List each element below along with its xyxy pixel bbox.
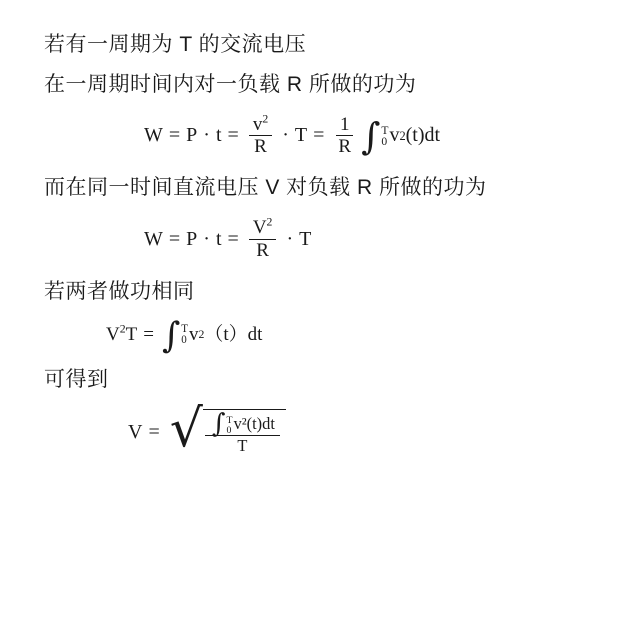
symbol-dot-2: · xyxy=(286,227,294,250)
integrand-variable-paren: （t） xyxy=(204,323,248,345)
symbol-equals-3: = xyxy=(313,124,325,147)
text-line-1: 若有一周期为 T 的交流电压 xyxy=(44,33,307,56)
radical-icon: √ xyxy=(169,399,203,460)
text-line-4: 若两者做功相同 xyxy=(44,279,195,303)
symbol-exponent-2: 2 xyxy=(266,215,273,229)
integral-sign-1 xyxy=(361,115,389,159)
integral-glyph: ∫ xyxy=(361,115,381,159)
integral-glyph: ∫ xyxy=(161,314,181,356)
integrand-expression: v²(t)dt xyxy=(233,413,275,433)
symbol-V: V xyxy=(106,323,120,345)
fraction-numerator: 1 xyxy=(336,115,354,137)
fraction-numerator xyxy=(249,215,277,240)
symbol-P: P xyxy=(186,124,198,147)
formula-rms-voltage xyxy=(44,399,608,460)
symbol-v: v xyxy=(252,113,263,135)
integrand-v: v xyxy=(389,124,400,147)
symbol-t: t xyxy=(215,227,222,250)
symbol-dot-1: · xyxy=(203,227,210,250)
integral-upper-limit: T xyxy=(381,123,389,137)
fraction-numerator xyxy=(249,112,272,137)
fraction-V2-over-R xyxy=(249,215,277,261)
fraction-denominator: R xyxy=(256,239,269,261)
symbol-W: W xyxy=(144,124,163,147)
symbol-exponent-2: 2 xyxy=(119,322,126,336)
symbol-P: P xyxy=(186,227,198,250)
fraction-v2-over-R xyxy=(249,112,272,158)
radicand-denominator: T xyxy=(237,436,248,456)
symbol-exponent-2: 2 xyxy=(262,112,269,126)
symbol-V: V xyxy=(252,216,267,238)
symbol-equals-2: = xyxy=(227,227,239,250)
integral-upper-limit: T xyxy=(181,323,188,336)
integral-lower-limit: 0 xyxy=(226,424,232,436)
radicand-numerator xyxy=(205,409,280,440)
symbol-equals: = xyxy=(143,323,154,345)
integral-upper-limit: T xyxy=(226,414,233,426)
integral-sign-3 xyxy=(211,409,233,440)
symbol-T-1: T xyxy=(294,124,308,147)
integral-lower-limit: 0 xyxy=(181,334,187,347)
symbol-equals-1: = xyxy=(168,227,181,250)
integral-limits xyxy=(381,125,388,148)
fraction-denominator: R xyxy=(338,136,352,158)
radicand xyxy=(203,409,286,455)
square-root xyxy=(169,399,286,460)
symbol-equals-2: = xyxy=(227,124,239,147)
symbol-t: t xyxy=(215,124,222,147)
formula-equate-work: $V^2T$ = ∫ T 0 v 2 （t） dt xyxy=(106,314,263,356)
fraction-1-over-R xyxy=(334,115,355,158)
integrand-suffix: (t)dt xyxy=(405,124,441,147)
integrand-v: v xyxy=(189,323,199,345)
symbol-equals-1: = xyxy=(168,124,181,147)
symbol-equals: = xyxy=(148,420,160,443)
text-line-3: 而在同一时间直流电压 V 对负载 R 所做的功为 xyxy=(44,176,487,200)
fraction-denominator: R xyxy=(254,136,267,158)
integral-limits xyxy=(181,324,188,345)
integral-lower-limit: 0 xyxy=(381,135,388,149)
symbol-W: W xyxy=(144,227,163,250)
text-line-2: 在一周期时间内对一负载 R 所做的功为 xyxy=(44,73,417,97)
formula-work-ac: W = P · t = $\frac{v^2}{R}$ · T = $\frac{1}{R}$ ∫ T 0 v 2 (t)dt xyxy=(144,112,441,159)
text-line-5: 可得到 xyxy=(44,367,109,391)
integral-glyph: ∫ xyxy=(211,409,226,440)
integral-limits xyxy=(226,414,233,436)
integrand-dt: dt xyxy=(247,323,263,345)
symbol-V2T xyxy=(106,323,137,347)
symbol-T-1: T xyxy=(299,227,312,250)
integral-sign-2 xyxy=(161,314,188,356)
symbol-T: T xyxy=(125,323,138,345)
formula-work-dc xyxy=(44,215,608,261)
symbol-dot-2: · xyxy=(282,124,289,147)
symbol-dot-1: · xyxy=(203,124,210,147)
symbol-V: V xyxy=(128,420,143,443)
